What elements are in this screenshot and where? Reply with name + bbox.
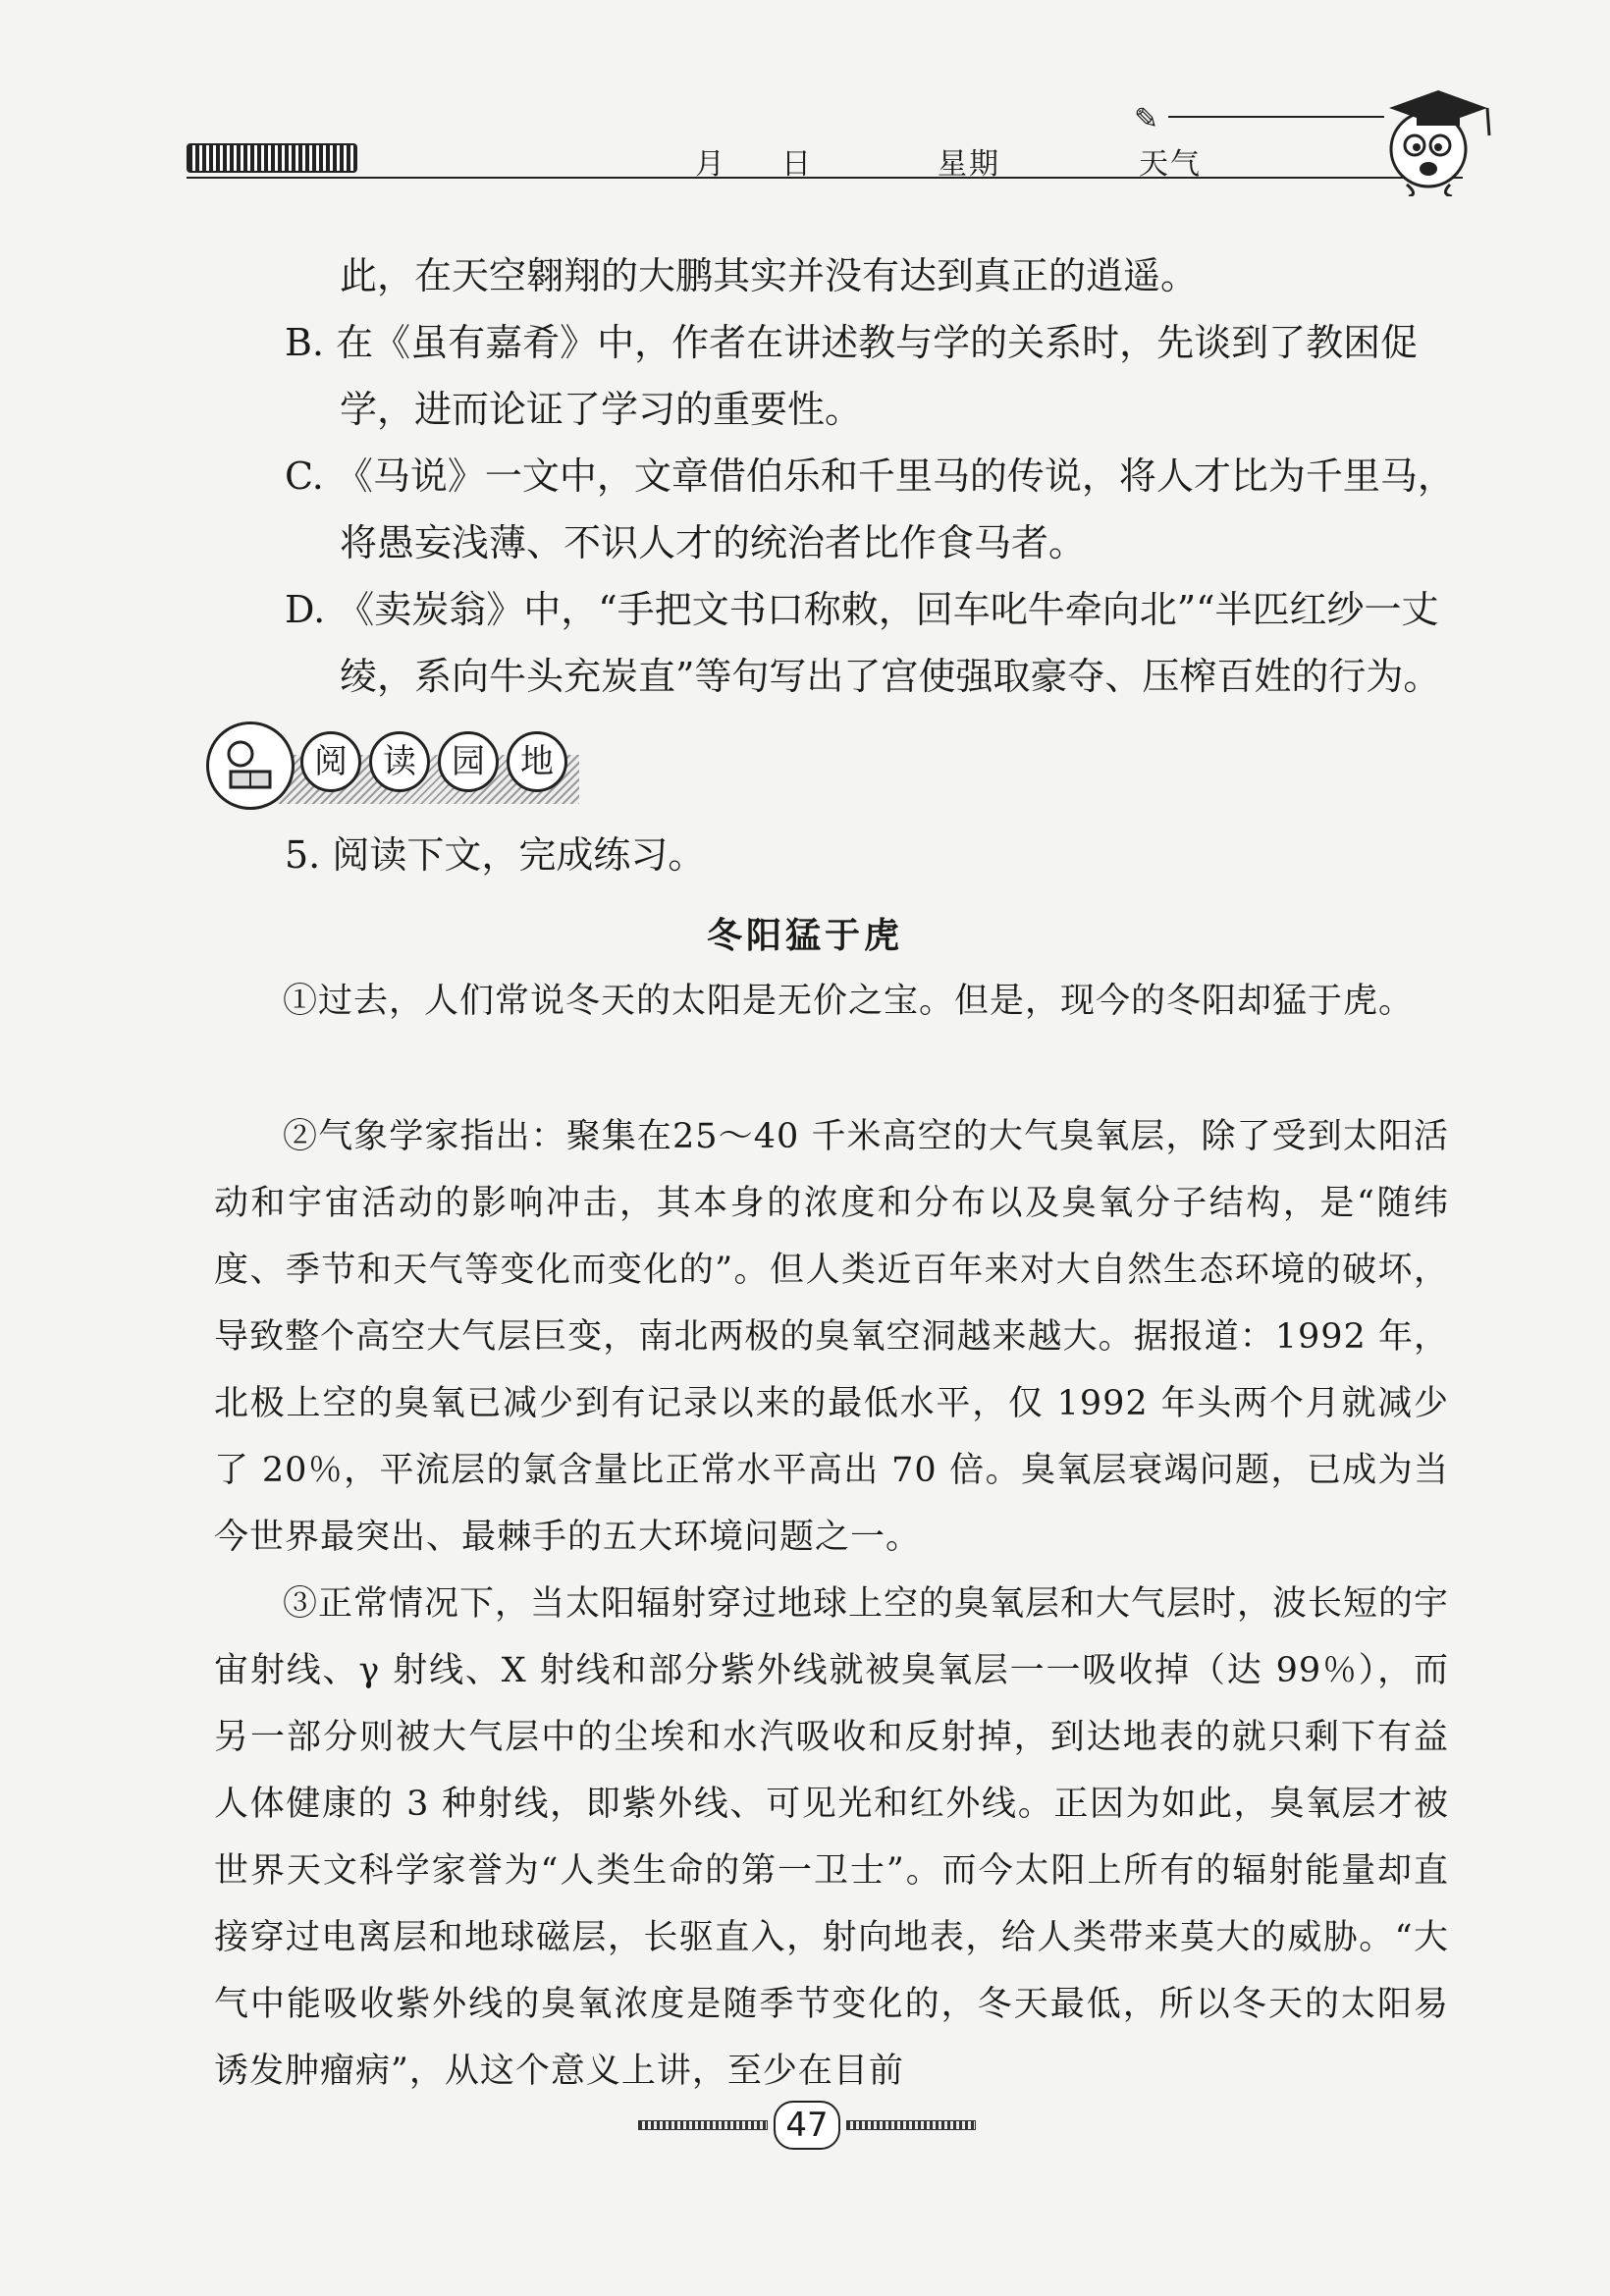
- page-number: 47: [774, 2101, 840, 2150]
- article-paragraph-1: ①过去，人们常说冬天的太阳是无价之宝。但是，现今的冬阳却猛于虎。: [283, 982, 1415, 1021]
- article-title: 冬阳猛于虎: [706, 915, 903, 956]
- question-prompt: 5. 阅读下文，完成练习。: [285, 833, 706, 877]
- footer-decoration-right: [846, 2120, 976, 2130]
- header-weekday: 星期: [938, 147, 1000, 182]
- page-footer: [628, 2101, 982, 2150]
- banner-char-2: 读: [369, 731, 430, 792]
- option-c-line1: C. 《马说》一文中，文章借伯乐和千里马的传说，将人才比为千里马，: [285, 454, 1455, 498]
- banner-char-4: 地: [507, 731, 567, 792]
- header-weather: 天气: [1139, 147, 1202, 182]
- mascot-graduate-icon: [1369, 79, 1497, 196]
- pencil-icon: ✎: [1134, 102, 1159, 136]
- option-b-line2: 学，进而论证了学习的重要性。: [340, 388, 863, 431]
- footer-decoration-left: [638, 2120, 768, 2130]
- option-a-continuation: 此，在天空翱翔的大鹏其实并没有达到真正的逍遥。: [340, 254, 1199, 297]
- option-b-line1: B. 在《虽有嘉肴》中，作者在讲述教与学的关系时，先谈到了教困促: [285, 321, 1419, 364]
- option-c-line2: 将愚妄浅薄、不识人才的统治者比作食马者。: [340, 521, 1087, 564]
- book-reader-icon: [206, 721, 295, 810]
- header-decoration-bar: [187, 143, 357, 173]
- article-paragraph-3: ③正常情况下，当太阳辐射穿过地球上空的臭氧层和大气层时，波长短的宇宙射线、γ 射线、X 射线和部分紫外线就被臭氧层一一吸收掉（达 99％），而另一部分则被大气层中的尘埃和水汽吸收和反射掉，到达地表的就只剩下有益人体健康的 3 种射线，即紫外线、可见光和红外线。正因为如此，臭氧层才被世界天文科学家誉为“人类生命的第一卫士”。而今太阳上所有的辐射能量却直接穿过电离层和地球磁层，长驱直入，射向地表，给人类带来莫大的威胁。“大气中能吸收紫外线的臭氧浓度是随季节变化的，冬天最低，所以冬天的太阳易诱发肿瘤病”，从这个意义上讲，至少在目前: [214, 1584, 1450, 2091]
- header-rule: [187, 177, 1463, 179]
- option-d-line1: D. 《卖炭翁》中，“手把文书口称敕，回车叱牛牵向北”“半匹红纱一丈: [285, 588, 1439, 631]
- banner-char-1: 阅: [300, 731, 361, 792]
- option-d-line2: 绫，系向牛头充炭直”等句写出了宫使强取豪夺、压榨百姓的行为。: [340, 655, 1441, 698]
- header-month: 月: [695, 147, 726, 182]
- mascot-pencil-line: [1168, 116, 1384, 118]
- section-banner-reading: [206, 721, 579, 812]
- article-paragraph-2: ②气象学家指出：聚集在25～40 千米高空的大气臭氧层，除了受到太阳活动和宇宙活动的影响冲击，其本身的浓度和分布以及臭氧分子结构，是“随纬度、季节和天气等变化而变化的”。但人类近百年来对大自然生态环境的破坏，导致整个高空大气层巨变，南北两极的臭氧空洞越来越大。据报道：1992 年，北极上空的臭氧已减少到有记录以来的最低水平，仅 1992 年头两个月就减少了 20％，平流层的氯含量比正常水平高出 70 倍。臭氧层衰竭问题，已成为当今世界最突出、最棘手的五大环境问题之一。: [214, 1117, 1449, 1557]
- header-day: 日: [781, 147, 813, 182]
- banner-char-3: 园: [438, 731, 499, 792]
